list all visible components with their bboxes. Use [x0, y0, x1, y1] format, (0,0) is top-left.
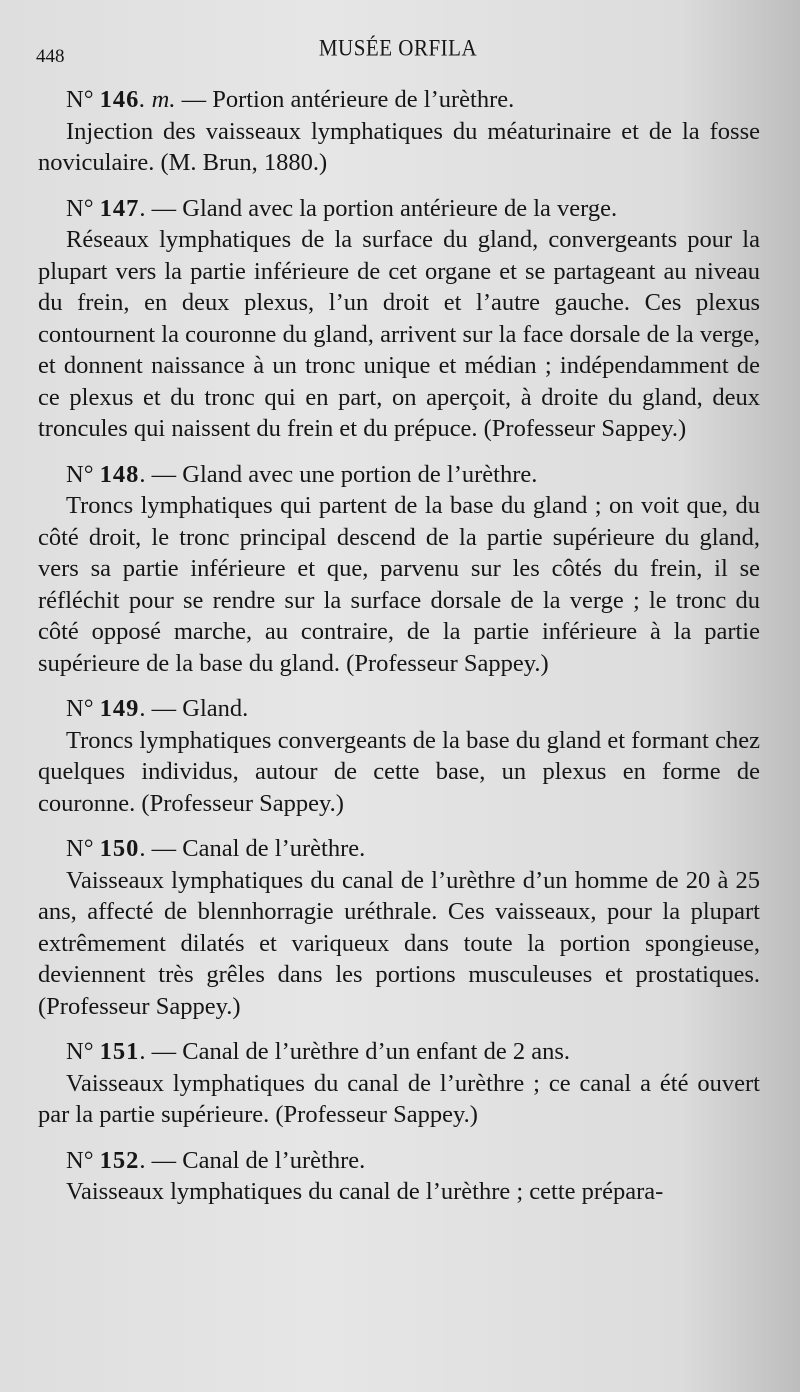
entry-number: 147	[99, 194, 140, 222]
entry-number: 146	[99, 86, 140, 113]
running-title: MUSÉE ORFILA	[318, 34, 478, 62]
entry-suffix: .	[139, 835, 146, 862]
catalog-entry-151	[38, 1036, 760, 1131]
catalog-entry-146	[38, 84, 760, 179]
page-body	[38, 84, 760, 1222]
page-number: 448	[36, 46, 65, 67]
entry-description: Réseaux lymphatiques de la surface du gland, convergeants pour la plupart vers la partie inférieure de cet organe et se partageant au niveau du frein, en deux plexus, l’un droit et l’autre gauche. Ces plexus contournent la couronne du gland, arrivent sur la face dorsale de la verge, et donnent naissance à un tronc unique et médian ; indépendamment de ce plexus et du tronc qui en part, on aperçoit, à droite du gland, deux troncules qui naissent du frein et du prépuce. (Professeur Sappey.)	[38, 226, 760, 442]
entry-heading	[66, 1145, 760, 1177]
entry-heading	[66, 1036, 760, 1068]
entry-title: — Canal de l’urèthre.	[145, 1146, 366, 1174]
catalog-entry-150	[38, 833, 760, 1022]
entry-description: Vaisseaux lymphatiques du canal de l’urèthre ; ce canal a été ouvert par la partie supérieure. (Professeur Sappey.)	[38, 1069, 760, 1128]
catalog-entry-147	[38, 193, 760, 445]
entry-suffix: . m.	[139, 86, 176, 113]
entry-number: 151	[99, 1038, 140, 1065]
catalog-entry-149	[38, 693, 760, 819]
catalog-entry-148	[38, 459, 760, 680]
entry-heading	[66, 833, 760, 865]
entry-suffix: .	[139, 460, 146, 488]
entry-number: 149	[99, 695, 140, 722]
entry-description: Troncs lymphatiques qui partent de la base du gland ; on voit que, du côté droit, le tronc principal descend de la partie supérieure du gland, vers sa partie inférieure et que, parvenu sur les côtés du frein, il se réfléchit pour se rendre sur la surface dorsale de la verge ; le tronc du côté opposé marche, au contraire, de la partie inférieure à la partie supérieure de la base du gland. (Professeur Sappey.)	[38, 492, 760, 677]
entry-description: Injection des vaisseaux lymphatiques du méaturinaire et de la fosse noviculaire. (M. Brun, 1880.)	[38, 117, 760, 176]
entry-number: 148	[99, 460, 140, 488]
entry-description: Vaisseaux lymphatiques du canal de l’urèthre d’un homme de 20 à 25 ans, affecté de blennhorragie uréthrale. Ces vaisseaux, pour la plupart extrêmement dilatés et variqueux dans toute la portion spongieuse, deviennent très grêles dans les portions musculeuses et prostatiques. (Professeur Sappey.)	[38, 866, 760, 1020]
entry-description: Troncs lymphatiques convergeants de la base du gland et formant chez quelques individus, autour de cette base, un plexus en forme de couronne. (Professeur Sappey.)	[38, 726, 760, 817]
entry-no-label: N°	[66, 460, 94, 488]
entry-title: — Gland avec une portion de l’urèthre.	[145, 460, 538, 488]
entry-title: — Portion antérieure de l’urèthre.	[175, 86, 515, 113]
entry-no-label: N°	[66, 1038, 94, 1065]
entry-number: 152	[99, 1146, 140, 1174]
catalog-entry-152	[38, 1145, 760, 1208]
entry-title: — Canal de l’urèthre.	[145, 835, 366, 862]
entry-suffix: .	[139, 1038, 146, 1065]
entry-title: — Gland.	[145, 695, 249, 722]
entry-no-label: N°	[66, 194, 94, 222]
entry-no-label: N°	[66, 835, 94, 862]
entry-title: — Canal de l’urèthre d’un enfant de 2 ans.	[145, 1038, 571, 1065]
entry-no-label: N°	[66, 86, 94, 113]
entry-description: Vaisseaux lymphatiques du canal de l’urèthre ; cette prépara-	[66, 1178, 664, 1205]
entry-number: 150	[99, 835, 140, 862]
entry-heading	[66, 84, 760, 116]
entry-suffix: .	[139, 1146, 146, 1174]
entry-no-label: N°	[66, 695, 94, 722]
entry-suffix: .	[139, 194, 146, 222]
entry-no-label: N°	[66, 1146, 94, 1174]
entry-heading	[66, 459, 760, 491]
entry-heading	[66, 693, 760, 725]
entry-title: — Gland avec la portion antérieure de la verge.	[145, 194, 618, 222]
entry-heading	[66, 193, 760, 225]
page-header	[36, 36, 760, 66]
entry-suffix: .	[139, 695, 146, 722]
